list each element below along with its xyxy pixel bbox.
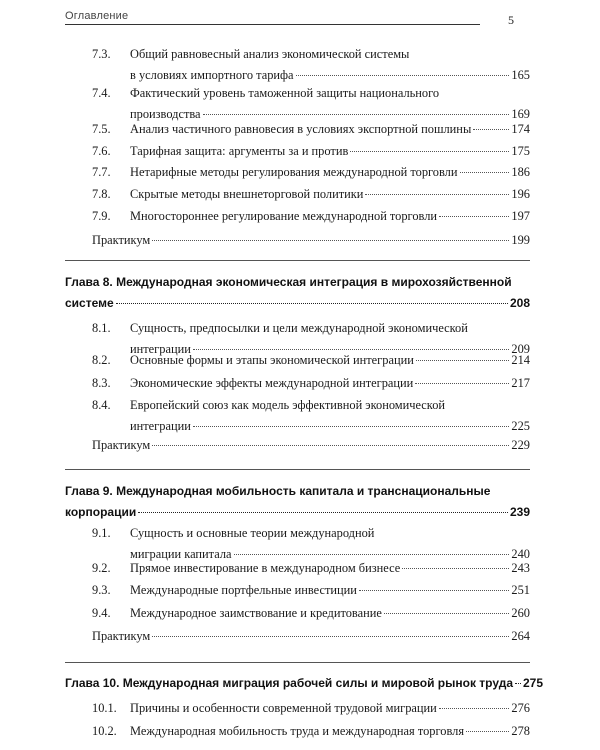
entry-number: 8.3.: [92, 376, 111, 390]
dot-leader: [439, 216, 509, 217]
dot-leader: [359, 590, 509, 591]
chapter-title-line: корпорации: [65, 505, 137, 519]
entry-title-line: Основные формы и этапы экономической интеграции: [130, 353, 414, 367]
dot-leader: [350, 151, 509, 152]
entry-number: 10.2.: [92, 724, 117, 738]
toc-chapter-9[interactable]: [65, 481, 530, 523]
entry-title-line: Нетарифные методы регулирования международной торговли: [130, 165, 458, 179]
chapter-title-line: системе: [65, 296, 114, 310]
entry-page: 169: [511, 107, 530, 121]
chapter-divider: [65, 662, 530, 663]
chapter-page: 239: [509, 505, 530, 519]
dot-leader: [203, 114, 510, 115]
entry-title-line: Практикум: [92, 233, 151, 247]
toc-entry-7-3[interactable]: [92, 44, 530, 86]
dot-leader: [152, 240, 509, 241]
entry-page: 264: [511, 629, 530, 643]
toc-entry-practice-9[interactable]: [92, 626, 530, 647]
entry-title-line: Европейский союз как модель эффективной экономической: [130, 398, 446, 412]
entry-title-line: Практикум: [92, 438, 151, 452]
entry-number: 9.3.: [92, 583, 111, 597]
entry-title-line: Анализ частичного равновесия в условиях экспортной пошлины: [130, 122, 472, 136]
entry-page: 243: [511, 561, 530, 575]
entry-number: 8.2.: [92, 353, 111, 367]
dot-leader: [193, 426, 510, 427]
toc-entry-7-8[interactable]: [92, 184, 530, 205]
entry-number: 10.1.: [92, 701, 117, 715]
entry-title-line: Общий равновесный анализ экономической системы: [130, 47, 410, 61]
toc-entry-7-5[interactable]: [92, 119, 530, 140]
entry-page: 165: [511, 68, 530, 82]
dot-leader: [473, 129, 509, 130]
entry-page: 197: [511, 209, 530, 223]
chapter-page: 208: [509, 296, 530, 310]
entry-title-line: Международное заимствование и кредитование: [130, 606, 382, 620]
dot-leader: [152, 445, 509, 446]
entry-number: 7.4.: [92, 86, 111, 100]
entry-number: 7.5.: [92, 122, 111, 136]
toc-entry-8-4[interactable]: [92, 395, 530, 437]
toc-entry-8-2[interactable]: [92, 350, 530, 371]
toc-entry-9-4[interactable]: [92, 603, 530, 624]
entry-number: 9.2.: [92, 561, 111, 575]
entry-page: 214: [511, 353, 530, 367]
entry-title-line: Международная мобильность труда и международная торговля: [130, 724, 465, 738]
dot-leader: [152, 636, 509, 637]
entry-page: 240: [511, 547, 530, 561]
dot-leader: [515, 683, 521, 684]
entry-page: 209: [511, 342, 530, 356]
entry-page: 225: [511, 419, 530, 433]
entry-page: 199: [511, 233, 530, 247]
entry-number: 9.1.: [92, 526, 111, 540]
entry-number: 9.4.: [92, 606, 111, 620]
entry-title-line: Международные портфельные инвестиции: [130, 583, 357, 597]
entry-page: 175: [511, 144, 530, 158]
entry-page: 186: [511, 165, 530, 179]
entry-title-line: миграции капитала: [130, 547, 232, 561]
chapter-page: 275: [523, 676, 544, 690]
entry-title-line: Экономические эффекты международной интеграции: [130, 376, 414, 390]
entry-page: 251: [511, 583, 530, 597]
dot-leader: [234, 554, 510, 555]
toc-entry-10-1[interactable]: [92, 698, 530, 719]
toc-entry-10-2[interactable]: [92, 721, 530, 742]
entry-page: 276: [511, 701, 530, 715]
entry-page: 260: [511, 606, 530, 620]
entry-number: 8.4.: [92, 398, 111, 412]
dot-leader: [384, 613, 510, 614]
toc-chapter-10[interactable]: [65, 673, 544, 694]
chapter-title-line: Глава 9. Международная мобильность капитала и транснациональные: [65, 484, 491, 498]
toc-entry-practice-8[interactable]: [92, 435, 530, 456]
toc-entry-9-2[interactable]: [92, 558, 530, 579]
toc-entry-7-9[interactable]: [92, 206, 530, 227]
dot-leader: [116, 303, 508, 304]
entry-title-line: интеграции: [130, 419, 191, 433]
page-number: 5: [508, 13, 514, 27]
chapter-divider: [65, 260, 530, 261]
dot-leader: [402, 568, 509, 569]
entry-title-line: Скрытые методы внешнеторговой политики: [130, 187, 364, 201]
entry-number: 7.9.: [92, 209, 111, 223]
entry-title-line: Сущность и основные теории международной: [130, 526, 375, 540]
entry-title-line: в условиях импортного тарифа: [130, 68, 294, 82]
entry-page: 217: [511, 376, 530, 390]
toc-entry-7-7[interactable]: [92, 162, 530, 183]
dot-leader: [138, 512, 508, 513]
entry-title-line: интеграции: [130, 342, 191, 356]
running-title: Оглавление: [65, 10, 480, 25]
entry-title-line: Практикум: [92, 629, 151, 643]
chapter-divider: [65, 469, 530, 470]
dot-leader: [439, 708, 510, 709]
entry-title-line: Многостороннее регулирование международной торговли: [130, 209, 438, 223]
entry-title-line: производства: [130, 107, 201, 121]
dot-leader: [296, 75, 510, 76]
toc-entry-9-3[interactable]: [92, 580, 530, 601]
toc-entry-8-3[interactable]: [92, 373, 530, 394]
entry-number: 7.8.: [92, 187, 111, 201]
entry-title-line: Прямое инвестирование в международном бизнесе: [130, 561, 401, 575]
dot-leader: [416, 360, 510, 361]
entry-page: 174: [511, 122, 530, 136]
entry-title-line: Сущность, предпосылки и цели международной экономической: [130, 321, 468, 335]
chapter-title-line: Глава 10. Международная миграция рабочей силы и мировой рынок труда: [65, 676, 513, 690]
entry-page: 196: [511, 187, 530, 201]
entry-page: 229: [511, 438, 530, 452]
entry-number: 7.3.: [92, 47, 111, 61]
entry-title-line: Причины и особенности современной трудовой миграции: [130, 701, 437, 715]
toc-entry-7-6[interactable]: [92, 141, 530, 162]
entry-number: 8.1.: [92, 321, 111, 335]
entry-page: 278: [511, 724, 530, 738]
entry-title-line: Фактический уровень таможенной защиты национального: [130, 86, 440, 100]
entry-number: 7.6.: [92, 144, 111, 158]
chapter-title-line: Глава 8. Международная экономическая интеграция в мирохозяйственной: [65, 275, 512, 289]
dot-leader: [365, 194, 509, 195]
dot-leader: [466, 731, 509, 732]
dot-leader: [460, 172, 510, 173]
entry-title-line: Тарифная защита: аргументы за и против: [130, 144, 349, 158]
toc-chapter-8[interactable]: [65, 272, 530, 314]
entry-number: 7.7.: [92, 165, 111, 179]
toc-entry-practice-7[interactable]: [92, 230, 530, 251]
dot-leader: [415, 383, 509, 384]
